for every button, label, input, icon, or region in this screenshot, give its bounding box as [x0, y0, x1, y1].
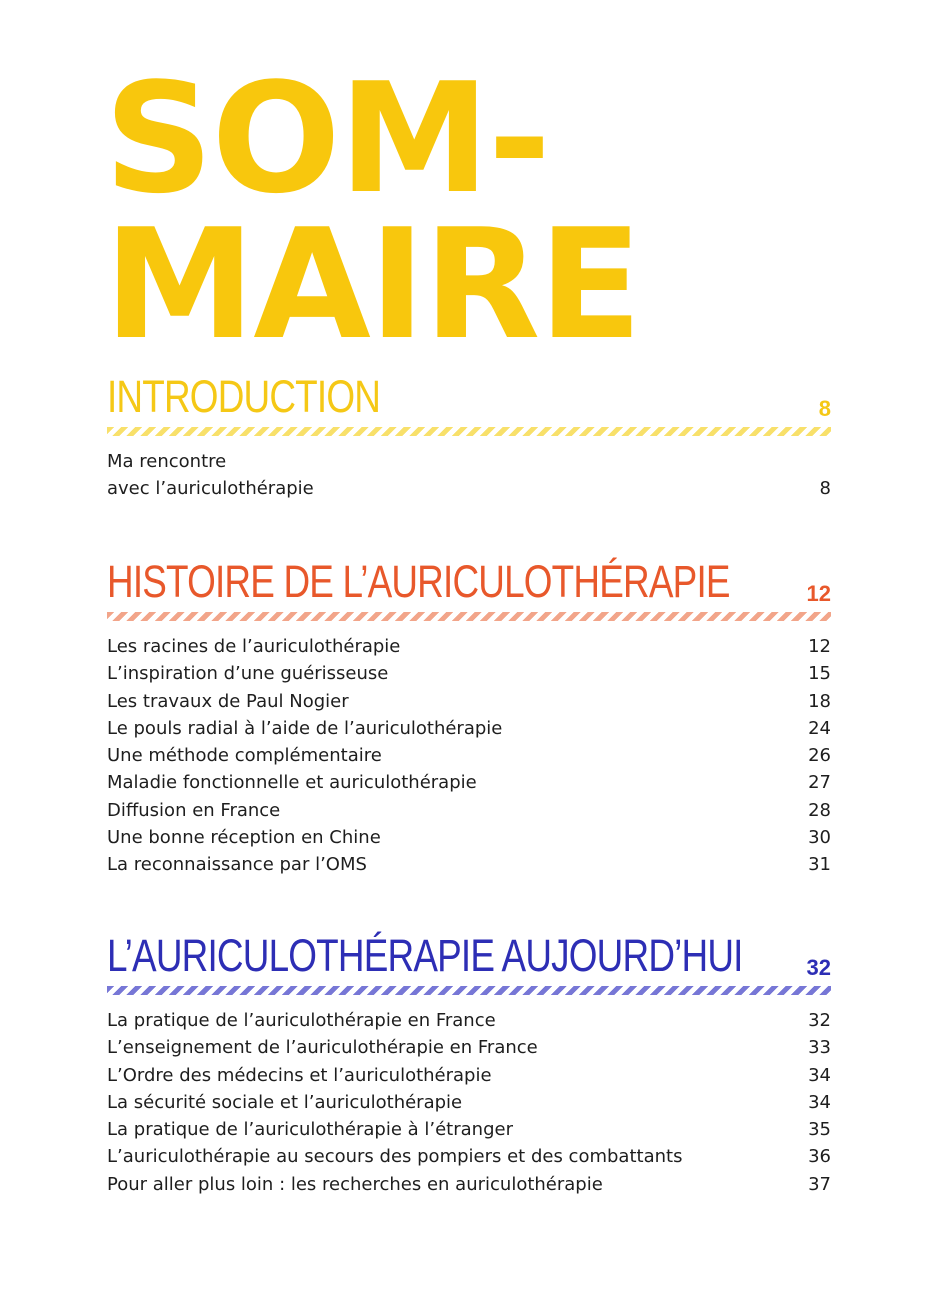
- list-item[interactable]: [107, 797, 831, 824]
- entry-page-number: 37: [808, 1173, 831, 1195]
- entry-title: Une bonne réception en Chine: [107, 827, 381, 849]
- entry-title: L’Ordre des médecins et l’auriculothérapie: [107, 1064, 492, 1086]
- entry-page-number: 15: [808, 663, 831, 685]
- list-item[interactable]: [107, 742, 831, 769]
- entry-title: L’enseignement de l’auriculothérapie en France: [107, 1037, 538, 1059]
- entry-title: Diffusion en France: [107, 799, 281, 821]
- list-item[interactable]: [107, 660, 831, 687]
- page-title-line-1: SOM-: [104, 50, 550, 227]
- list-item[interactable]: [107, 1062, 831, 1089]
- entry-title: Maladie fonctionnelle et auriculothérapie: [107, 772, 477, 794]
- page-title: [104, 50, 641, 373]
- entry-list: [107, 633, 831, 879]
- entry-page-number: 33: [808, 1037, 831, 1059]
- section-introduction: [107, 372, 831, 503]
- entry-title-line-1: Ma rencontre: [107, 451, 227, 472]
- entry-page-number: 28: [808, 799, 831, 821]
- list-item[interactable]: [107, 1034, 831, 1061]
- list-item[interactable]: [107, 1089, 831, 1116]
- entry-title: La pratique de l’auriculothérapie en France: [107, 1010, 496, 1031]
- hatched-divider: [107, 986, 831, 995]
- entry-page-number: 35: [808, 1119, 831, 1141]
- entry-title: Pour aller plus loin : les recherches en auriculothérapie: [107, 1173, 603, 1195]
- section-aujourdhui: [107, 931, 831, 1198]
- list-item[interactable]: [107, 1171, 831, 1198]
- section-histoire: [107, 557, 831, 879]
- list-item[interactable]: [107, 851, 831, 878]
- entry-title: Une méthode complémentaire: [107, 745, 382, 767]
- entry-title: Les travaux de Paul Nogier: [107, 690, 349, 712]
- entry-page-number: 34: [808, 1064, 831, 1086]
- page-title-line-2: MAIRE: [104, 196, 641, 373]
- entry-page-number: 34: [808, 1091, 831, 1113]
- entry-title: L’inspiration d’une guérisseuse: [107, 663, 389, 685]
- entry-list: [107, 1007, 831, 1198]
- entry-title-line-2: avec l’auriculothérapie: [107, 478, 314, 500]
- hatched-divider: [107, 612, 831, 621]
- list-item[interactable]: [107, 633, 831, 660]
- entry-title: La pratique de l’auriculothérapie à l’étranger: [107, 1119, 513, 1141]
- section-title: L’AURICULOTHÉRAPIE AUJOURD’HUI: [107, 930, 743, 981]
- section-title: INTRODUCTION: [107, 371, 381, 422]
- entry-title: La sécurité sociale et l’auriculothérapie: [107, 1091, 463, 1113]
- list-item[interactable]: [107, 1007, 831, 1034]
- entry-page-number: 32: [808, 1010, 831, 1031]
- section-header: [107, 557, 831, 607]
- section-page-number: 8: [818, 396, 831, 421]
- entry-page-number: 8: [819, 478, 831, 500]
- list-item[interactable]: [107, 1143, 831, 1170]
- hatched-divider: [107, 427, 831, 436]
- entry-page-number: 31: [808, 854, 831, 876]
- entry-title: Le pouls radial à l’aide de l’auriculothérapie: [107, 717, 503, 739]
- entry-page-number: 27: [808, 772, 831, 794]
- entry-page-number: 18: [808, 690, 831, 712]
- section-page-number: 32: [806, 955, 831, 980]
- entry-page-number: 36: [808, 1146, 831, 1168]
- list-item[interactable]: [107, 769, 831, 796]
- entry-page-number: 26: [808, 745, 831, 767]
- entry-page-number: 12: [808, 636, 831, 657]
- list-item[interactable]: [107, 824, 831, 851]
- entry-list: [107, 448, 831, 503]
- entry-title: L’auriculothérapie au secours des pompiers et des combattants: [107, 1146, 683, 1168]
- entry-page-number: 24: [808, 717, 831, 739]
- list-item[interactable]: [107, 448, 831, 503]
- entry-title: Les racines de l’auriculothérapie: [107, 636, 401, 657]
- section-page-number: 12: [806, 581, 831, 606]
- section-title: HISTOIRE DE L’AURICULOTHÉRAPIE: [107, 556, 730, 607]
- entry-page-number: 30: [808, 827, 831, 849]
- section-header: [107, 372, 831, 422]
- list-item[interactable]: [107, 688, 831, 715]
- section-header: [107, 931, 831, 981]
- list-item[interactable]: [107, 1116, 831, 1143]
- entry-title: La reconnaissance par l’OMS: [107, 854, 367, 876]
- list-item[interactable]: [107, 715, 831, 742]
